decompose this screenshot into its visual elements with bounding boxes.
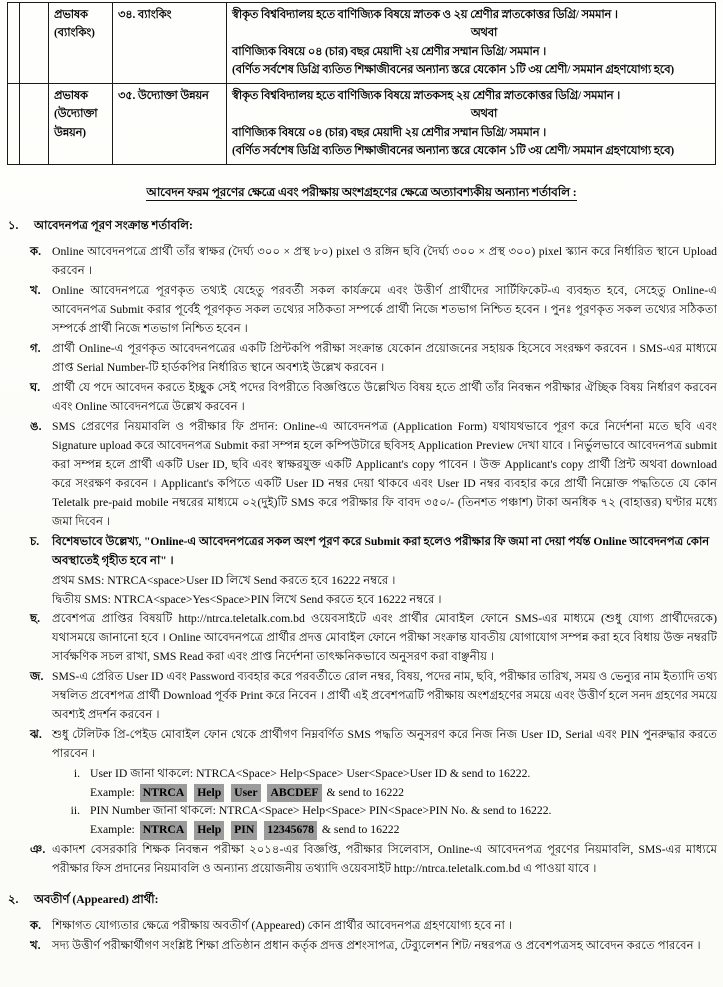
- example-suffix: & send to 16222: [326, 785, 405, 799]
- list-item: [0, 340, 723, 378]
- section-1-items: [0, 243, 723, 878]
- qualification-line: স্বীকৃত বিশ্ববিদ্যালয় হতে বাণিজ্যিক বিষয়ে স্নাতক ও ২য় শ্রেণীর স্নাতকোত্তর ডিগ্রি/ সমমান ।: [232, 9, 618, 21]
- list-item: [0, 243, 723, 281]
- list-item-text: প্রার্থী Online-এ পূরণকৃত আবেদনপত্রের একটি প্রিন্টকপি পরীক্ষা সংক্রান্ত যেকোন প্রয়োজনের সহায়ক হিসেবে সংরক্ষণ করবেন । SMS-এর মাধ্যমে প্রাপ্ত Serial Number-টি হার্ডকপির নির্ধারিত স্থানে অবশ্যই উল্লেখ করবেন ।: [52, 342, 717, 375]
- row-category-cell: [20, 84, 49, 165]
- qualification-or: অথবা: [470, 108, 498, 121]
- row-serial-cell: [8, 3, 20, 84]
- section-1-title: আবেদনপত্র পূরণ সংক্রান্ত শর্তাবলি:: [34, 219, 193, 233]
- list-item: [0, 917, 723, 936]
- page-title: [0, 183, 723, 203]
- list-item-marker: ছ.: [30, 612, 41, 626]
- list-item: [0, 841, 723, 879]
- list-item-body: [90, 802, 723, 839]
- sms-chip-value: ABCDEF: [267, 784, 321, 803]
- list-item-marker: জ.: [30, 670, 44, 684]
- sms-chip-type: PIN: [231, 821, 257, 840]
- qualification-or: অথবা: [470, 27, 498, 40]
- table-row: [8, 84, 716, 165]
- list-item-marker: ঝ.: [30, 728, 42, 742]
- qualification-table: [7, 2, 716, 165]
- section-2-heading: [0, 891, 723, 910]
- example-label: Example:: [90, 785, 135, 799]
- sms-chip-value: 12345678: [264, 821, 317, 840]
- section-2-title: অবতীর্ণ (Appeared) প্রার্থী:: [34, 892, 159, 906]
- sms-chip-help: Help: [194, 821, 224, 840]
- document-page: [0, 2, 723, 987]
- row-designation-cell: প্রভাষক (ব্যাংকিং): [49, 3, 113, 84]
- list-item: [56, 765, 723, 802]
- row-serial-cell: [8, 84, 20, 165]
- qualification-note: (বর্ণিত সর্বশেষ ডিগ্রি ব্যতিত শিক্ষাজীবনের অন্যান্য স্তরে যেকোন ১টি ৩য় শ্রেণী/ সমমান গ্রহণযোগ্য হবে): [232, 145, 675, 158]
- list-item-marker: চ.: [30, 534, 40, 548]
- sms-recovery-sublist: [0, 765, 723, 840]
- sms-instruction-second: দ্বিতীয় SMS: NTRCA<space>Yes<Space>PIN লিখে Send করতে হবে 16222 নম্বরে ।: [52, 593, 442, 606]
- qualification-note: (বর্ণিত সর্বশেষ ডিগ্রি ব্যতিত শিক্ষাজীবনের অন্যান্য স্তরে যেকোন ১টি ৩য় শ্রেণী/ সমমান গ্রহণযোগ্য হবে): [232, 63, 675, 76]
- section-2-number: ২.: [8, 892, 19, 906]
- list-item: [0, 610, 723, 667]
- section-1-number: ১.: [8, 219, 19, 233]
- section-application-conditions: [0, 217, 723, 878]
- list-item: [0, 726, 723, 764]
- list-item-text: Online আবেদনপত্রে প্রার্থী তাঁর স্বাক্ষর (দৈর্ঘ্য ৩০০ × প্রস্থ ৮০) pixel ও রঙ্গিন ছবি (দৈর্ঘ্য ৩০০ × প্রস্থ ৩০০) pixel স্ক্যান করে নির্ধারিত স্থানে Upload করবেন ।: [52, 245, 717, 278]
- list-item-marker: ঙ.: [30, 419, 42, 433]
- section-2-items: [0, 917, 723, 956]
- list-item: [0, 668, 723, 725]
- list-item-body: [52, 533, 717, 610]
- sms-chip-keyword: NTRCA: [140, 821, 188, 840]
- sms-example-line: [90, 821, 723, 840]
- section-appeared-candidates: [0, 891, 723, 956]
- list-item: [56, 802, 723, 839]
- list-item: [0, 418, 723, 532]
- section-1-heading: [0, 217, 723, 236]
- sms-example-line: [90, 784, 723, 803]
- page-title-text: আবেদন ফরম পূরণের ক্ষেত্রে এবং পরীক্ষায় অংশগ্রহণের ক্ষেত্রে অত্যাবশ্যকীয় অন্যান্য শর্তাবলি :: [146, 185, 577, 200]
- sms-chip-keyword: NTRCA: [140, 784, 188, 803]
- list-item-marker: ক.: [30, 245, 42, 259]
- list-item-marker: ii.: [70, 804, 80, 818]
- list-item-text: শুধু টেলিটক প্রি-পেইড মোবাইল ফোন থেকে প্রার্থীগণ নিম্নবর্ণিত SMS পদ্ধতি অনুসরণ করে নিজ নিজ User ID, Serial এবং PIN পুনরুদ্ধার করতে পারবেন ।: [52, 728, 717, 761]
- list-item: [0, 937, 723, 956]
- list-item-marker: খ.: [30, 284, 41, 298]
- qualification-line: স্বীকৃত বিশ্ববিদ্যালয় হতে বাণিজ্যিক বিষয়ে স্নাতকসহ ২য় শ্রেণীর স্নাতকোত্তর ডিগ্রি/ সমমান ।: [232, 90, 621, 103]
- list-item: [0, 533, 723, 610]
- row-qualification-cell: [227, 84, 716, 165]
- sms-instruction-first: প্রথম SMS: NTRCA<space>User ID লিখে Send করতে হবে 16222 নম্বরে ।: [52, 573, 396, 587]
- table-row: [8, 3, 716, 84]
- list-item-marker: ক.: [30, 918, 42, 932]
- list-item-marker: ঞ.: [30, 842, 46, 856]
- row-subject-cell: ৩৫. উদ্যোক্তা উন্নয়ন: [113, 84, 227, 165]
- list-item-body: [90, 765, 723, 802]
- sms-format-text: User ID জানা থাকলে: NTRCA<Space> Help<Space> User<Space>User ID & send to 16222.: [90, 767, 531, 781]
- row-category-cell: [20, 3, 49, 84]
- list-item: [0, 282, 723, 339]
- list-item-marker: ঘ.: [30, 381, 41, 395]
- example-suffix: & send to 16222: [321, 823, 400, 837]
- row-qualification-cell: [227, 3, 716, 84]
- row-subject-cell: ৩৪. ব্যাংকিং: [113, 3, 227, 84]
- list-item-marker: গ.: [30, 342, 41, 356]
- example-label: Example:: [90, 823, 135, 837]
- list-item-text: SMS-এ প্রেরিত User ID এবং Password ব্যবহার করে পরবর্তীতে রোল নম্বর, বিষয়, পদের নাম, ছবি, পরীক্ষার তারিখ, সময় ও ভেন্যুর নাম ইত্যাদি তথ্য সম্বলিত প্রবেশপত্র প্রার্থী Download পূর্বক Print করে নিবেন । প্রার্থী এই প্রবেশপত্রটি পরীক্ষায় অংশগ্রহণের সময়ে এবং উত্তীর্ণ হলে সনদ গ্রহণের সময়ে অবশ্যই প্রদর্শন করবেন ।: [52, 670, 717, 722]
- list-item-text: প্রবেশপত্র প্রাপ্তির বিষয়টি http://ntrca.teletalk.com.bd ওয়েবসাইটে এবং প্রার্থীর মোবাইল ফোনে SMS-এর মাধ্যমে (শুধু যোগ্য প্রার্থীদেরকে) যথাসময়ে জানানো হবে । Online আবেদনপত্রে প্রার্থীর প্রদত্ত মোবাইল ফোনে পরীক্ষা সংক্রান্ত যাবতীয় যোগাযোগ সম্পন্ন করা হবে বিধায় উক্ত নম্বরটি সার্বক্ষণিক সচল রাখা, SMS Read করা এবং প্রাপ্ত নির্দেশনা তাৎক্ষনিকভাবে অনুসরণ করা বাঞ্ছনীয় ।: [52, 612, 717, 664]
- sms-format-text: PIN Number জানা থাকলে: NTRCA<Space> Help<Space> PIN<Space>PIN No. & send to 16222.: [90, 804, 552, 818]
- list-item-text: সদ্য উত্তীর্ণ পরীক্ষার্থীগণ সংশ্লিষ্ট শিক্ষা প্রতিষ্ঠান প্রধান কর্তৃক প্রদত্ত প্রশংসাপত্র, টেব্যুলেশন শিট/ নম্বরপত্র ও প্রবেশপত্রসহ আবেদন করতে পারবেন ।: [52, 938, 701, 952]
- list-item-text: শিক্ষাগত যোগ্যতার ক্ষেত্রে পরীক্ষায় অবতীর্ণ (Appeared) কোন প্রার্থীর আবেদনপত্র গ্রহণযোগ্য হবে না ।: [52, 918, 512, 932]
- list-item-text: SMS প্রেরণের নিয়মাবলি ও পরীক্ষার ফি প্রদান: Online-এ আবেদনপত্র (Application Form) যথাযথভাবে পূরণ করে নির্দেশনা মতে ছবি এবং Signature upload করে আবেদনপত্র Submit করা সম্পন্ন হলে কম্পিউটারে ছবিসহ Application Preview দেখা যাবে । নির্ভুলভাবে আবেদনপত্র submit করা সম্পন্ন হলে প্রার্থী একটি User ID, ছবি এবং স্বাক্ষরযুক্ত একটি Applicant's copy পাবেন । উক্ত Applicant's copy প্রার্থী প্রিন্ট অথবা download করে সংরক্ষণ করবেন । Applicant's কপিতে একটি User ID নম্বর দেয়া থাকবে এবং User ID নম্বর ব্যবহার করে প্রার্থী নিম্নোক্ত পদ্ধতিতে যে কোন Teletalk pre-paid mobile নম্বরের মাধ্যমে ০২(দুই)টি SMS করে পরীক্ষার ফি বাবদ ৩৫০/- (তিনশত পঞ্চাশ) টাকা অনধিক ৭২ (বাহাত্তর) ঘণ্টার মধ্যে জমা দিবেন ।: [52, 419, 717, 528]
- sms-chip-type: User: [231, 784, 260, 803]
- qualification-line: বাণিজ্যিক বিষয়ে ০৪ (চার) বছর মেয়াদী ২য় শ্রেণীর সম্মান ডিগ্রি/ সমমান ।: [232, 126, 547, 139]
- list-item: [0, 379, 723, 417]
- list-item-marker: i.: [73, 767, 80, 781]
- list-item-text: Online আবেদনপত্রে পূরণকৃত তথ্যই যেহেতু পরবর্তী সকল কার্যক্রমে এবং উত্তীর্ণ প্রার্থীদের সার্টিফিকেট-এ ব্যবহৃত হবে, সেহেতু Online-এ আবেদনপত্র Submit করার পূর্বেই পূরণকৃত সকল তথ্যের সঠিকতা সম্পর্কে প্রার্থী নিজে শতভাগ নিশ্চিত হবেন । পুনঃ পূরণকৃত সকল তথ্যের সঠিকতা সম্পর্কে প্রার্থী নিজে শতভাগ নিশ্চিত হবেন ।: [52, 284, 717, 336]
- list-item-text: প্রার্থী যে পদে আবেদন করতে ইচ্ছুক সেই পদের বিপরীতে বিজ্ঞপ্তিতে উল্লেখিত বিষয় হতে প্রার্থী তাঁর নিবন্ধন পরীক্ষার ঐচ্ছিক বিষয় নির্ধারণ করবেন এবং Online আবেদনপত্রে উল্লেখ করবেন ।: [52, 381, 717, 413]
- list-item-marker: খ.: [30, 938, 41, 952]
- list-item-text: বিশেষভাবে উল্লেখ্য, "Online-এ আবেদনপত্রের সকল অংশ পূরণ করে Submit করা হলেও পরীক্ষার ফি জমা না দেয়া পর্যন্ত Online আবেদনপত্র কোন অবস্থাতেই গৃহীত হবে না" ।: [52, 534, 710, 567]
- row-designation-cell: প্রভাষক (উদ্যোক্তা উন্নয়ন): [49, 84, 113, 165]
- list-item-text: একাদশ বেসরকারি শিক্ষক নিবন্ধন পরীক্ষা ২০১৪-এর বিজ্ঞপ্তি, পরীক্ষার সিলেবাস, Online-এ আবেদনপত্র পূরণের নিয়মাবলি, SMS-এর মাধ্যমে পরীক্ষার ফিস প্রদানের নিয়মাবলি ও অন্যান্য প্রয়োজনীয় তথ্যাদি ওয়েবসাইট http://ntrca.teletalk.com.bd এ পাওয়া যাবে ।: [52, 842, 717, 875]
- sms-chip-help: Help: [194, 784, 224, 803]
- qualification-line: বাণিজ্যিক বিষয়ে ০৪ (চার) বছর মেয়াদী ২য় শ্রেণীর সম্মান ডিগ্রি/ সমমান ।: [232, 45, 547, 58]
